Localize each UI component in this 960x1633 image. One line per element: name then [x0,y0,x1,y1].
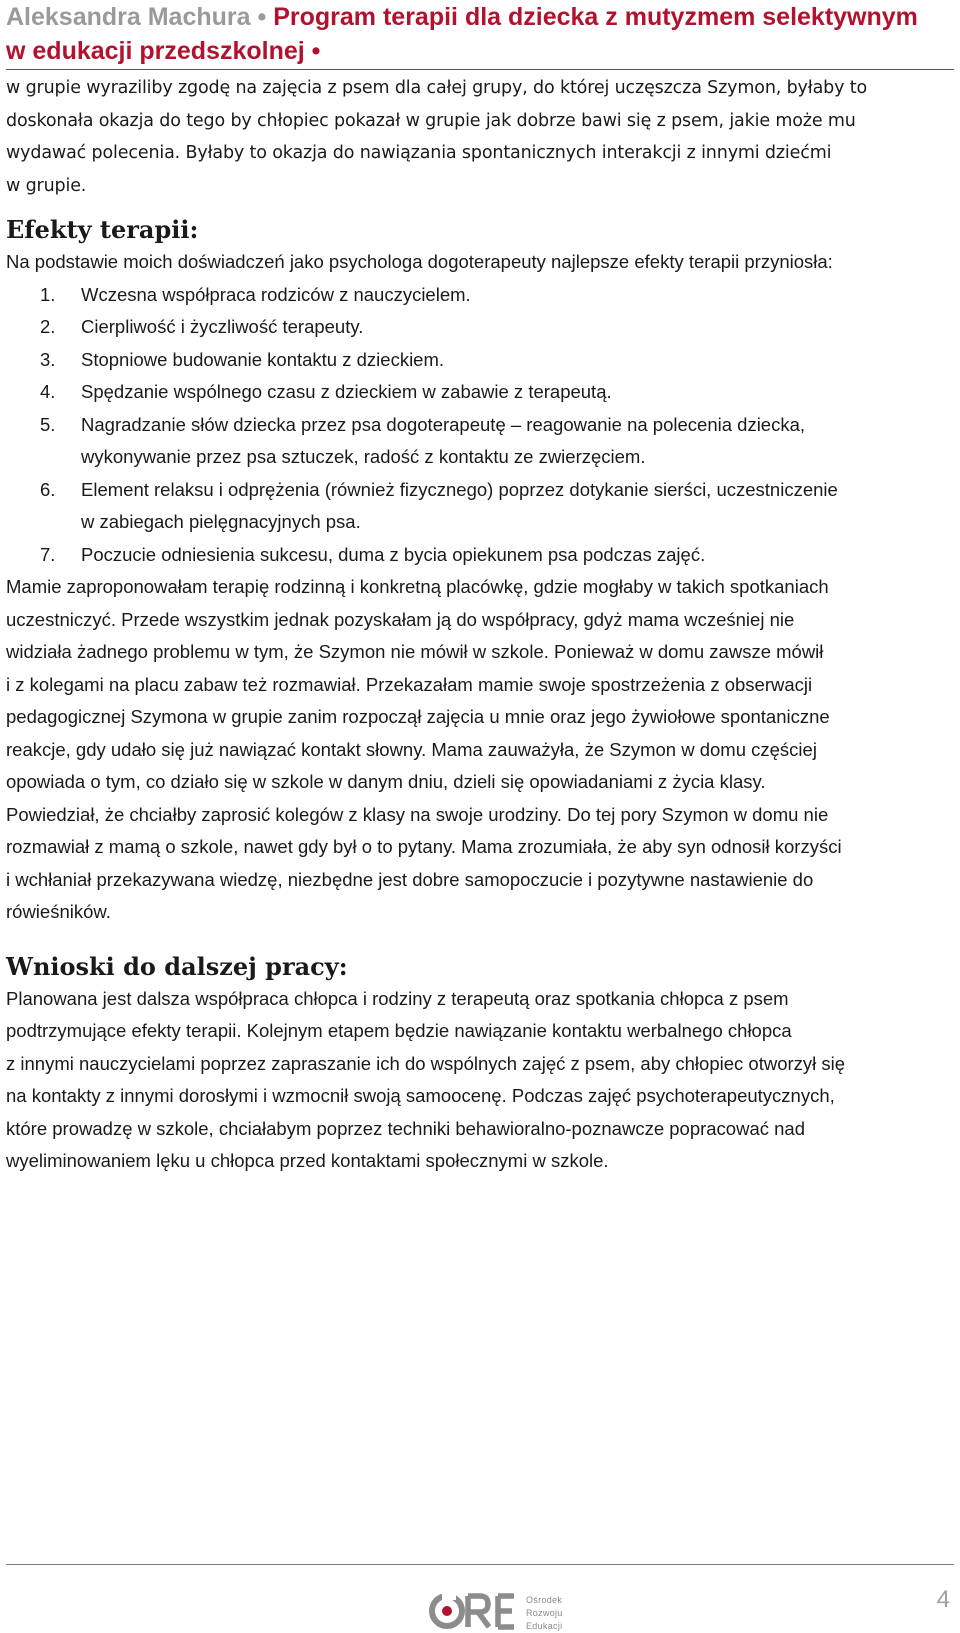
paragraph-line: pedagogicznej Szymona w grupie zanim rozpoczął zajęcia u mnie oraz jego żywiołowe spontaniczne [6,706,830,727]
paragraph-line: z innymi nauczycielami poprzez zapraszanie ich do wspólnych zajęć z psem, aby chłopiec otworzył się [6,1052,846,1074]
paragraph-line: podtrzymujące efekty terapii. Kolejnym etapem będzie nawiązanie kontaktu werbalnego chłopca [6,1020,792,1041]
paragraph-line: które prowadzę w szkole, chciałabym poprzez techniki behawioralno-poznawcze popracować nad [6,1117,806,1139]
list-item [6,409,956,474]
ore-logo-mark [428,1591,534,1631]
paragraph-line: doskonała okazja do tego by chłopiec pokazał w grupie jak dobrze bawi się z psem, jakie może mu [6,110,856,131]
logo-caption-line: Ośrodek [526,1595,563,1605]
list-item-text: Element relaksu i odprężenia (również fizycznego) poprzez dotykanie sierści, uczestniczenie [81,478,838,500]
paragraph-line: w grupie wyraziliby zgodę na zajęcia z psem dla całej grupy, do której uczęszcza Szymon, byłaby to [6,78,868,98]
list-item [6,344,956,377]
list-item-text: Poczucie odniesienia sukcesu, duma z bycia opiekunem psa podczas zajęć. [81,543,706,565]
logo-caption-line: Edukacji [526,1621,563,1631]
running-header [6,0,954,68]
paragraph-line: w grupie. [6,175,87,196]
header-line-1 [6,0,954,34]
list-item-number: 3. [40,348,56,370]
list-item-text: Wczesna współpraca rodziców z nauczycielem. [81,283,471,305]
section-heading-conclusions: Wnioski do dalszej pracy: [6,951,348,981]
paragraph-line: uczestniczyć. Przede wszystkim jednak pozyskałam ją do współpracy, gdyż mama wcześniej nie [6,608,795,630]
list-item-number: 7. [40,543,56,565]
paragraph-line: rówieśników. [6,901,111,922]
logo-caption-line: Rozwoju [526,1608,563,1618]
list-item [6,279,956,312]
page-content [6,72,956,1178]
effects-intro: Na podstawie moich doświadczeń jako psychologa dogoterapeuty najlepsze efekty terapii przyniosła: [6,251,833,272]
paragraph-line: Planowana jest dalsza współpraca chłopca i rodziny z terapeutą oraz spotkania chłopca z psem [6,987,789,1009]
paragraph-line: reakcje, gdy udało się już nawiązać kontakt słowny. Mama zauważyła, że Szymon w domu częściej [6,738,817,760]
effects-list [6,279,956,572]
list-item-number: 4. [40,381,56,402]
list-item-number: 5. [40,413,56,435]
conclusions-paragraph [6,983,956,1178]
paragraph-line: na kontakty z innymi dorosłymi i wzmocnił swoją samoocenę. Podczas zajęć psychoterapeutycznych, [6,1085,835,1106]
paragraph-line: wydawać polecenia. Byłaby to okazja do nawiązania spontanicznych interakcji z innymi dziećmi [6,143,832,163]
paragraph-line: i wchłaniał przekazywana wiedzę, niezbędne jest dobre samopoczucie i pozytywne nastawienie do [6,868,814,890]
intro-paragraph [6,72,956,202]
paragraph-line: widziała żadnego problemu w tym, że Szymon nie mówił w szkole. Ponieważ w domu zawsze mówił [6,641,824,662]
list-item [6,311,956,344]
header-title-line-2: w edukacji przedszkolnej [6,37,305,65]
paragraph-line: Mamie zaproponowałam terapię rodzinną i konkretną placówkę, gdzie mogłaby w takich spotkaniach [6,576,829,597]
list-item [6,539,956,572]
list-item-text: w zabiegach pielęgnacyjnych psa. [81,511,361,532]
list-item [6,474,956,539]
header-bullet-2: • [311,37,321,65]
list-item [6,376,956,409]
paragraph-line: i z kolegami na placu zabaw też rozmawiał. Przekazałam mamie swoje spostrzeżenia z obserwacji [6,673,813,695]
page-number: 4 [936,1586,950,1613]
paragraph-line: rozmawiał z mamą o szkole, nawet gdy był o to pytany. Mama zrozumiała, że aby syn odnosił korzyści [6,836,842,857]
header-divider [6,69,954,70]
header-line-2 [6,34,954,68]
footer-divider [6,1564,954,1565]
list-item-text: Stopniowe budowanie kontaktu z dzieckiem. [81,348,445,370]
list-item-number: 2. [40,316,56,337]
ore-logo-caption [526,1594,563,1633]
list-item-text: Nagradzanie słów dziecka przez psa dogoterapeutę – reagowanie na polecenia dziecka, [81,413,806,435]
paragraph-line: Powiedział, że chciałby zaprosić kolegów z klasy na swoje urodziny. Do tej pory Szymon w domu nie [6,803,829,825]
list-item-text: wykonywanie przez psa sztuczek, radość z kontaktu ze zwierzęciem. [81,446,646,467]
ore-logo [428,1588,578,1632]
list-item-number: 1. [40,283,56,305]
list-item-number: 6. [40,478,56,500]
paragraph-line: wyeliminowaniem lęku u chłopca przed kontaktami społecznymi w szkole. [6,1150,609,1171]
header-bullet-1: • [257,3,267,31]
header-author: Aleksandra Machura [6,3,251,31]
list-item-text: Spędzanie wspólnego czasu z dzieckiem w zabawie z terapeutą. [81,381,612,402]
list-item-text: Cierpliwość i życzliwość terapeuty. [81,316,364,337]
paragraph-line: opowiada o tym, co działo się w szkole w danym dniu, dzieli się opowiadaniami z życia klasy. [6,771,766,792]
effects-discussion-paragraph [6,571,956,929]
header-title-line-1: Program terapii dla dziecka z mutyzmem selektywnym [273,3,918,31]
section-heading-effects: Efekty terapii: [6,215,199,244]
